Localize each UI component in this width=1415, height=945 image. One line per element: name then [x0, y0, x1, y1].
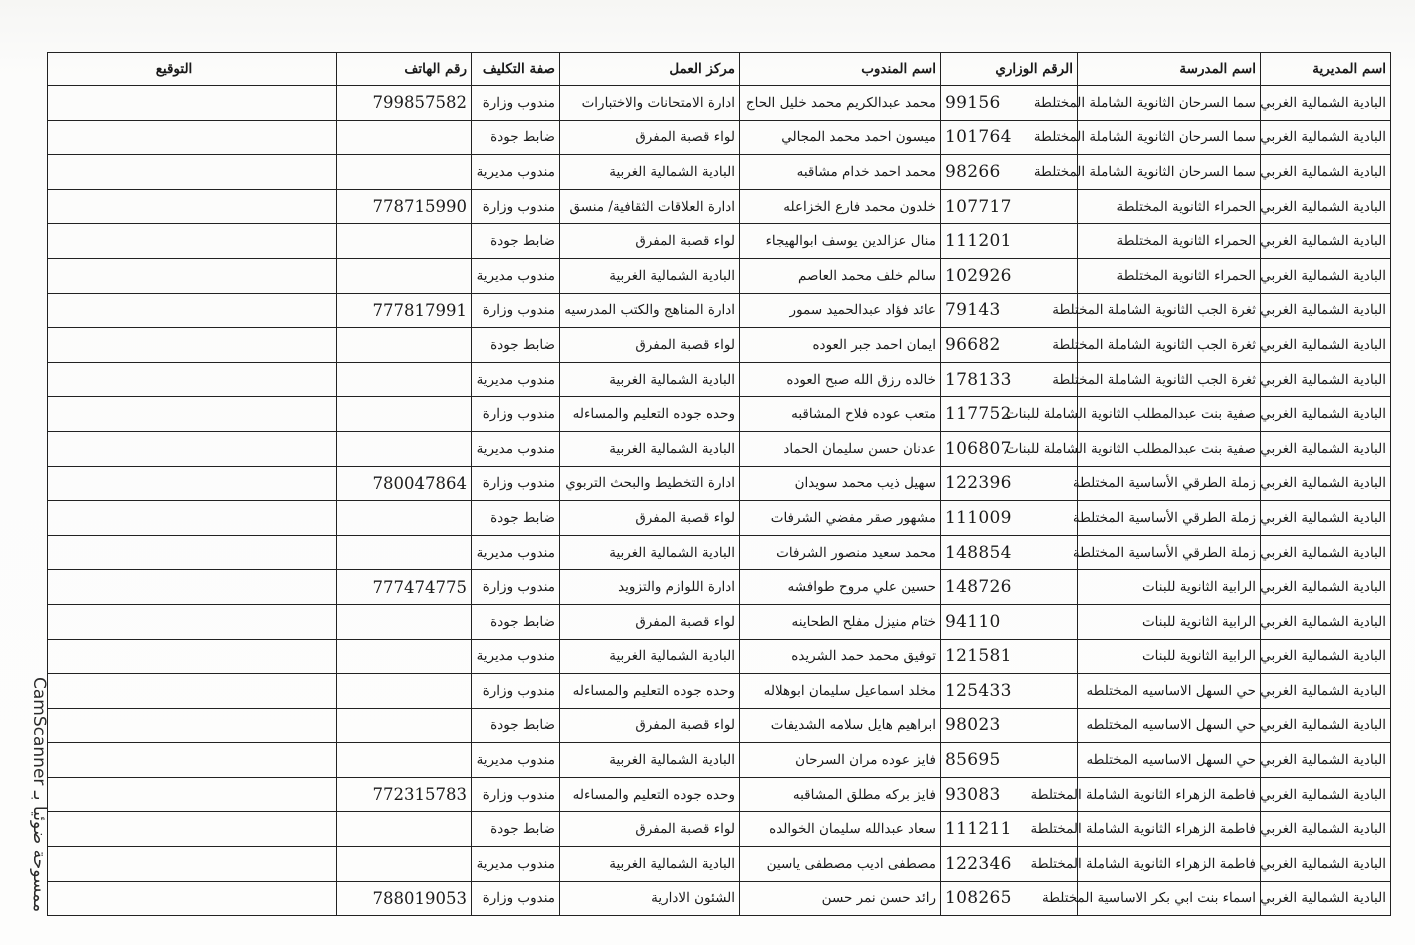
- cell-school: الحمراء الثانوية المختلطة: [1078, 189, 1261, 224]
- cell-directorate: البادية الشمالية الغربي: [1261, 293, 1391, 328]
- cell-ministry-number: 121581: [941, 639, 1078, 674]
- cell-delegate-name: سهيل ذيب محمد سويدان: [740, 466, 941, 501]
- cell-phone: 799857582: [337, 86, 472, 121]
- cell-work-center: وحده جوده التعليم والمساءله: [560, 777, 740, 812]
- table-row: [48, 397, 1391, 432]
- cell-delegate-name: ابراهيم هايل سلامه الشديفات: [740, 708, 941, 743]
- cell-delegate-name: عدنان حسن سليمان الحماد: [740, 431, 941, 466]
- cell-directorate: البادية الشمالية الغربي: [1261, 570, 1391, 605]
- cell-school: فاطمة الزهراء الثانوية الشاملة المختلطة: [1078, 847, 1261, 882]
- cell-signature: [48, 777, 337, 812]
- cell-work-center: البادية الشمالية الغربية: [560, 847, 740, 882]
- cell-phone: [337, 674, 472, 709]
- cell-school: حي السهل الاساسيه المختلطه: [1078, 708, 1261, 743]
- cell-delegate-name: ميسون احمد محمد المجالي: [740, 120, 941, 155]
- cell-school: ثغرة الجب الثانوية الشاملة المختلطة: [1078, 293, 1261, 328]
- cell-work-center: البادية الشمالية الغربية: [560, 639, 740, 674]
- cell-signature: [48, 466, 337, 501]
- cell-assignment: مندوب وزارة: [472, 466, 560, 501]
- cell-signature: [48, 535, 337, 570]
- cell-ministry-number: 148854: [941, 535, 1078, 570]
- cell-directorate: البادية الشمالية الغربي: [1261, 224, 1391, 259]
- cell-delegate-name: متعب عوده فلاح المشاقبه: [740, 397, 941, 432]
- cell-delegate-name: ايمان احمد جبر العوده: [740, 328, 941, 363]
- cell-signature: [48, 743, 337, 778]
- cell-school: اسماء بنت ابي بكر الاساسية المختلطة: [1078, 881, 1261, 916]
- cell-ministry-number: 94110: [941, 604, 1078, 639]
- cell-school: الحمراء الثانوية المختلطة: [1078, 258, 1261, 293]
- cell-directorate: البادية الشمالية الغربي: [1261, 362, 1391, 397]
- cell-work-center: لواء قصبة المفرق: [560, 224, 740, 259]
- cell-ministry-number: 79143: [941, 293, 1078, 328]
- cell-ministry-number: 106807: [941, 431, 1078, 466]
- cell-phone: [337, 397, 472, 432]
- cell-work-center: البادية الشمالية الغربية: [560, 431, 740, 466]
- cell-assignment: ضابط جودة: [472, 120, 560, 155]
- cell-assignment: مندوب وزارة: [472, 86, 560, 121]
- cell-assignment: مندوب مديرية: [472, 639, 560, 674]
- table-row: [48, 466, 1391, 501]
- table-row: [48, 708, 1391, 743]
- cell-assignment: مندوب مديرية: [472, 431, 560, 466]
- cell-delegate-name: مخلد اسماعيل سليمان ابوهلاله: [740, 674, 941, 709]
- cell-delegate-name: فايز بركه مطلق المشاقبه: [740, 777, 941, 812]
- cell-school: صفية بنت عبدالمطلب الثانوية الشاملة للبنات: [1078, 431, 1261, 466]
- cell-directorate: البادية الشمالية الغربي: [1261, 674, 1391, 709]
- cell-work-center: ادارة العلاقات الثقافية/ منسق: [560, 189, 740, 224]
- cell-ministry-number: 96682: [941, 328, 1078, 363]
- cell-school: زملة الطرقي الأساسية المختلطة: [1078, 535, 1261, 570]
- cell-delegate-name: رائد حسن نمر حسن: [740, 881, 941, 916]
- cell-phone: [337, 708, 472, 743]
- cell-assignment: ضابط جودة: [472, 708, 560, 743]
- cell-assignment: ضابط جودة: [472, 328, 560, 363]
- cell-school: زملة الطرقي الأساسية المختلطة: [1078, 501, 1261, 536]
- table-row: [48, 258, 1391, 293]
- cell-signature: [48, 431, 337, 466]
- table-row: [48, 639, 1391, 674]
- cell-phone: [337, 120, 472, 155]
- cell-directorate: البادية الشمالية الغربي: [1261, 258, 1391, 293]
- table-row: [48, 847, 1391, 882]
- cell-delegate-name: محمد سعيد منصور الشرفات: [740, 535, 941, 570]
- table-row: [48, 189, 1391, 224]
- cell-work-center: لواء قصبة المفرق: [560, 328, 740, 363]
- cell-delegate-name: حسين علي مروح طوافشه: [740, 570, 941, 605]
- cell-school: سما السرحان الثانوية الشاملة المختلطة: [1078, 86, 1261, 121]
- cell-ministry-number: 98266: [941, 155, 1078, 190]
- cell-ministry-number: 111201: [941, 224, 1078, 259]
- cell-work-center: الشئون الادارية: [560, 881, 740, 916]
- cell-signature: [48, 120, 337, 155]
- cell-phone: [337, 328, 472, 363]
- cell-ministry-number: 107717: [941, 189, 1078, 224]
- cell-signature: [48, 881, 337, 916]
- table-row: [48, 674, 1391, 709]
- cell-signature: [48, 397, 337, 432]
- cell-school: حي السهل الاساسيه المختلطه: [1078, 674, 1261, 709]
- cell-assignment: مندوب وزارة: [472, 674, 560, 709]
- header-assignment: صفة التكليف: [472, 53, 560, 86]
- cell-work-center: ادارة المناهج والكتب المدرسيه: [560, 293, 740, 328]
- cell-directorate: البادية الشمالية الغربي: [1261, 86, 1391, 121]
- table-row: [48, 743, 1391, 778]
- delegates-table-wrapper: [47, 52, 1390, 916]
- cell-school: فاطمة الزهراء الثانوية الشاملة المختلطة: [1078, 812, 1261, 847]
- cell-work-center: لواء قصبة المفرق: [560, 812, 740, 847]
- cell-phone: 777474775: [337, 570, 472, 605]
- cell-directorate: البادية الشمالية الغربي: [1261, 501, 1391, 536]
- table-row: [48, 535, 1391, 570]
- cell-signature: [48, 674, 337, 709]
- cell-ministry-number: 98023: [941, 708, 1078, 743]
- cell-work-center: البادية الشمالية الغربية: [560, 362, 740, 397]
- cell-phone: [337, 535, 472, 570]
- cell-delegate-name: سعاد عبدالله سليمان الخوالده: [740, 812, 941, 847]
- header-work-center: مركز العمل: [560, 53, 740, 86]
- table-row: [48, 120, 1391, 155]
- cell-work-center: لواء قصبة المفرق: [560, 708, 740, 743]
- cell-assignment: مندوب وزارة: [472, 777, 560, 812]
- cell-delegate-name: فايز عوده مران السرحان: [740, 743, 941, 778]
- cell-assignment: مندوب مديرية: [472, 258, 560, 293]
- cell-phone: [337, 639, 472, 674]
- cell-assignment: مندوب مديرية: [472, 362, 560, 397]
- cell-phone: [337, 743, 472, 778]
- cell-work-center: وحده جوده التعليم والمساءله: [560, 674, 740, 709]
- cell-delegate-name: سالم خلف محمد العاصم: [740, 258, 941, 293]
- header-row: [48, 53, 1391, 86]
- cell-school: صفية بنت عبدالمطلب الثانوية الشاملة للبنات: [1078, 397, 1261, 432]
- header-phone: رقم الهاتف: [337, 53, 472, 86]
- table-row: [48, 812, 1391, 847]
- cell-directorate: البادية الشمالية الغربي: [1261, 397, 1391, 432]
- cell-ministry-number: 99156: [941, 86, 1078, 121]
- cell-school: فاطمة الزهراء الثانوية الشاملة المختلطة: [1078, 777, 1261, 812]
- cell-directorate: البادية الشمالية الغربي: [1261, 708, 1391, 743]
- cell-signature: [48, 328, 337, 363]
- table-row: [48, 155, 1391, 190]
- cell-signature: [48, 155, 337, 190]
- cell-directorate: البادية الشمالية الغربي: [1261, 120, 1391, 155]
- cell-work-center: ادارة التخطيط والبحث التربوي: [560, 466, 740, 501]
- cell-directorate: البادية الشمالية الغربي: [1261, 189, 1391, 224]
- cell-ministry-number: 122396: [941, 466, 1078, 501]
- cell-directorate: البادية الشمالية الغربي: [1261, 847, 1391, 882]
- cell-work-center: لواء قصبة المفرق: [560, 120, 740, 155]
- cell-assignment: مندوب وزارة: [472, 293, 560, 328]
- table-row: [48, 431, 1391, 466]
- cell-assignment: مندوب وزارة: [472, 397, 560, 432]
- cell-assignment: مندوب مديرية: [472, 847, 560, 882]
- table-row: [48, 881, 1391, 916]
- cell-directorate: البادية الشمالية الغربي: [1261, 466, 1391, 501]
- cell-school: الحمراء الثانوية المختلطة: [1078, 224, 1261, 259]
- cell-assignment: مندوب وزارة: [472, 570, 560, 605]
- header-delegate-name: اسم المندوب: [740, 53, 941, 86]
- cell-school: الرابية الثانوية للبنات: [1078, 604, 1261, 639]
- cell-work-center: البادية الشمالية الغربية: [560, 258, 740, 293]
- cell-assignment: مندوب وزارة: [472, 189, 560, 224]
- camscanner-watermark: [16, 677, 56, 940]
- cell-ministry-number: 125433: [941, 674, 1078, 709]
- cell-work-center: البادية الشمالية الغربية: [560, 155, 740, 190]
- cell-delegate-name: خالده رزق الله صبح العوده: [740, 362, 941, 397]
- cell-directorate: البادية الشمالية الغربي: [1261, 535, 1391, 570]
- header-directorate: اسم المديرية: [1261, 53, 1391, 86]
- cell-ministry-number: 148726: [941, 570, 1078, 605]
- cell-phone: [337, 604, 472, 639]
- cell-delegate-name: محمد عبدالكريم محمد خليل الحاج: [740, 86, 941, 121]
- watermark-text: CamScanner ممسوحة ضوئيا بـ: [29, 677, 49, 913]
- table-row: [48, 362, 1391, 397]
- cell-ministry-number: 108265: [941, 881, 1078, 916]
- delegates-table: [47, 52, 1391, 916]
- cell-assignment: مندوب وزارة: [472, 881, 560, 916]
- table-row: [48, 293, 1391, 328]
- cell-ministry-number: 93083: [941, 777, 1078, 812]
- cell-phone: 777817991: [337, 293, 472, 328]
- cell-signature: [48, 189, 337, 224]
- cell-phone: [337, 155, 472, 190]
- cell-ministry-number: 178133: [941, 362, 1078, 397]
- cell-work-center: لواء قصبة المفرق: [560, 501, 740, 536]
- cell-signature: [48, 812, 337, 847]
- cell-delegate-name: منال عزالدين يوسف ابوالهيجاء: [740, 224, 941, 259]
- cell-ministry-number: 111009: [941, 501, 1078, 536]
- cell-directorate: البادية الشمالية الغربي: [1261, 155, 1391, 190]
- cell-phone: [337, 847, 472, 882]
- cell-phone: [337, 431, 472, 466]
- cell-school: زملة الطرقي الأساسية المختلطة: [1078, 466, 1261, 501]
- cell-delegate-name: محمد احمد خدام مشاقبه: [740, 155, 941, 190]
- cell-phone: [337, 258, 472, 293]
- cell-delegate-name: ختام منيزل مفلح الطحاينه: [740, 604, 941, 639]
- table-row: [48, 777, 1391, 812]
- cell-signature: [48, 293, 337, 328]
- cell-work-center: ادارة الامتحانات والاختبارات: [560, 86, 740, 121]
- table-row: [48, 328, 1391, 363]
- cell-delegate-name: عائد فؤاد عبدالحميد سمور: [740, 293, 941, 328]
- table-row: [48, 501, 1391, 536]
- cell-phone: [337, 362, 472, 397]
- cell-signature: [48, 362, 337, 397]
- cell-ministry-number: 122346: [941, 847, 1078, 882]
- cell-phone: [337, 501, 472, 536]
- table-row: [48, 86, 1391, 121]
- cell-school: سما السرحان الثانوية الشاملة المختلطة: [1078, 120, 1261, 155]
- cell-school: حي السهل الاساسيه المختلطه: [1078, 743, 1261, 778]
- cell-school: الرابية الثانوية للبنات: [1078, 639, 1261, 674]
- cell-signature: [48, 708, 337, 743]
- header-ministry-number: الرقم الوزاري: [941, 53, 1078, 86]
- cell-delegate-name: خلدون محمد فارع الخزاعله: [740, 189, 941, 224]
- cell-assignment: ضابط جودة: [472, 604, 560, 639]
- cell-directorate: البادية الشمالية الغربي: [1261, 777, 1391, 812]
- header-signature: التوقيع: [48, 53, 337, 86]
- cell-directorate: البادية الشمالية الغربي: [1261, 431, 1391, 466]
- table-body: [48, 86, 1391, 916]
- cell-signature: [48, 258, 337, 293]
- cell-signature: [48, 847, 337, 882]
- cell-signature: [48, 224, 337, 259]
- cell-assignment: ضابط جودة: [472, 812, 560, 847]
- cell-directorate: البادية الشمالية الغربي: [1261, 328, 1391, 363]
- cell-work-center: البادية الشمالية الغربية: [560, 535, 740, 570]
- table-row: [48, 224, 1391, 259]
- cell-ministry-number: 101764: [941, 120, 1078, 155]
- table-row: [48, 604, 1391, 639]
- table-row: [48, 570, 1391, 605]
- cell-assignment: ضابط جودة: [472, 224, 560, 259]
- cell-phone: [337, 224, 472, 259]
- cell-delegate-name: مصطفى اديب مصطفى ياسين: [740, 847, 941, 882]
- cell-directorate: البادية الشمالية الغربي: [1261, 604, 1391, 639]
- cell-directorate: البادية الشمالية الغربي: [1261, 812, 1391, 847]
- cell-signature: [48, 570, 337, 605]
- cell-school: ثغرة الجب الثانوية الشاملة المختلطة: [1078, 362, 1261, 397]
- cell-delegate-name: مشهور صقر مفضي الشرفات: [740, 501, 941, 536]
- cell-school: الرابية الثانوية للبنات: [1078, 570, 1261, 605]
- cell-ministry-number: 111211: [941, 812, 1078, 847]
- cell-school: سما السرحان الثانوية الشاملة المختلطة: [1078, 155, 1261, 190]
- cell-assignment: مندوب مديرية: [472, 535, 560, 570]
- cell-work-center: ادارة اللوازم والتزويد: [560, 570, 740, 605]
- cell-signature: [48, 501, 337, 536]
- cell-ministry-number: 102926: [941, 258, 1078, 293]
- cell-work-center: لواء قصبة المفرق: [560, 604, 740, 639]
- header-school: اسم المدرسة: [1078, 53, 1261, 86]
- cell-phone: [337, 812, 472, 847]
- cell-assignment: ضابط جودة: [472, 501, 560, 536]
- cell-signature: [48, 639, 337, 674]
- cell-school: ثغرة الجب الثانوية الشاملة المختلطة: [1078, 328, 1261, 363]
- cell-assignment: مندوب مديرية: [472, 743, 560, 778]
- cell-phone: 772315783: [337, 777, 472, 812]
- cell-directorate: البادية الشمالية الغربي: [1261, 743, 1391, 778]
- cell-directorate: البادية الشمالية الغربي: [1261, 639, 1391, 674]
- cell-work-center: البادية الشمالية الغربية: [560, 743, 740, 778]
- cell-ministry-number: 85695: [941, 743, 1078, 778]
- cell-phone: 778715990: [337, 189, 472, 224]
- cell-phone: 788019053: [337, 881, 472, 916]
- cell-ministry-number: 117752: [941, 397, 1078, 432]
- cell-directorate: البادية الشمالية الغربي: [1261, 881, 1391, 916]
- cell-delegate-name: توفيق محمد حمد الشريده: [740, 639, 941, 674]
- cell-signature: [48, 86, 337, 121]
- cell-phone: 780047864: [337, 466, 472, 501]
- cell-assignment: مندوب مديرية: [472, 155, 560, 190]
- cell-signature: [48, 604, 337, 639]
- cell-work-center: وحده جوده التعليم والمساءله: [560, 397, 740, 432]
